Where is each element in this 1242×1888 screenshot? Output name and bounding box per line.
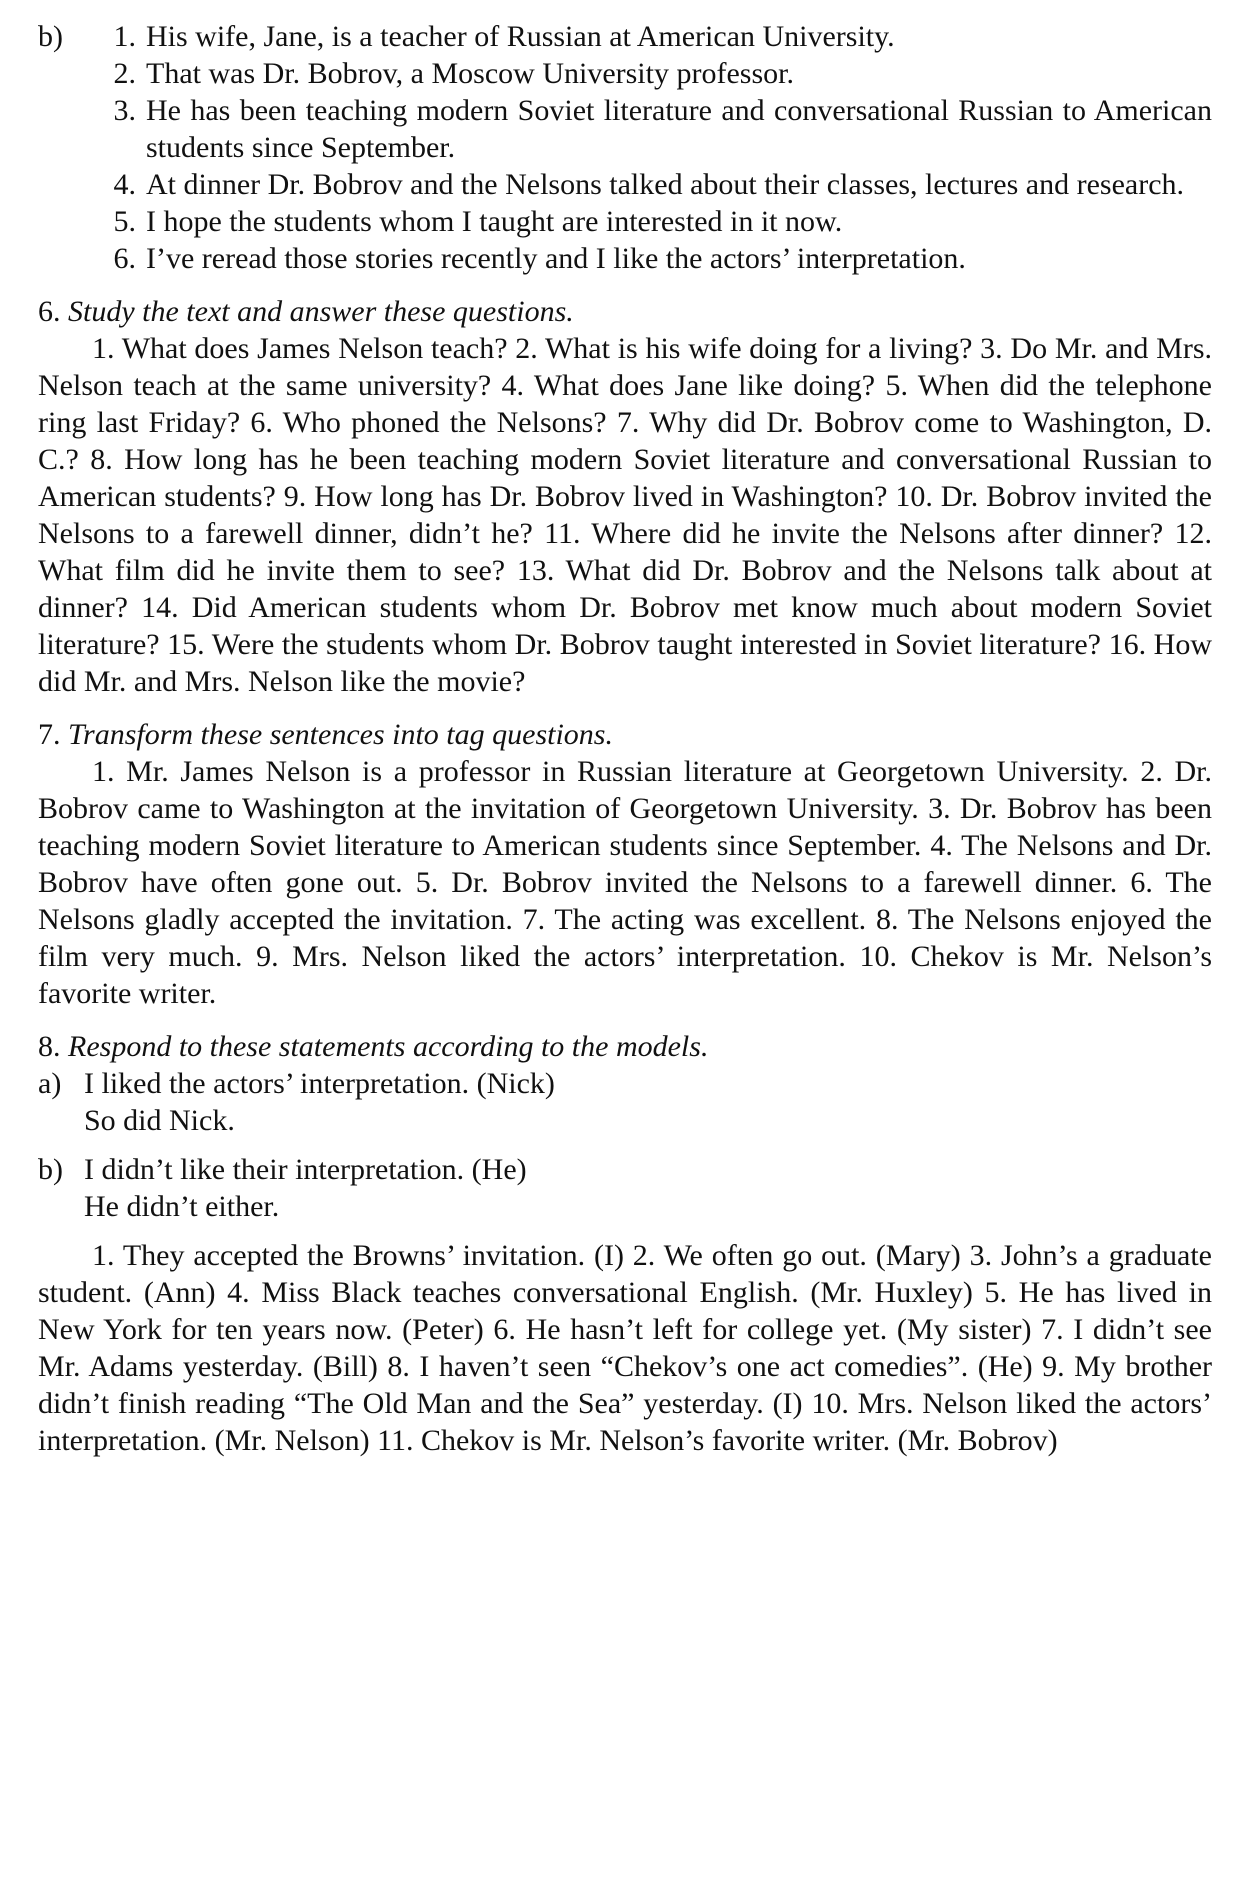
section-b-list — [90, 18, 1212, 277]
item-text: His wife, Jane, is a teacher of Russian at American University. — [146, 20, 895, 53]
exercise-8-title — [38, 1028, 1212, 1065]
section-b — [38, 18, 1212, 277]
item-text: I’ve reread those stories recently and I like the actors’ interpretation. — [146, 242, 966, 275]
exercise-instruction: Respond to these statements according to the models. — [68, 1030, 709, 1063]
item-text: That was Dr. Bobrov, a Moscow University professor. — [146, 57, 794, 90]
list-item — [90, 18, 1212, 55]
exercise-7-body: 1. Mr. James Nelson is a professor in Russian literature at Georgetown University. 2. Dr. Bobrov came to Washington at the invitation of Georgetown University. 3. Dr. Bobrov has been teaching modern Soviet literature to American students since September. 4. The Nelsons and Dr. Bobrov have often gone out. 5. Dr. Bobrov invited the Nelsons to a farewell dinner. 6. The Nelsons gladly accepted the invitation. 7. The acting was excellent. 8. The Nelsons enjoyed the film very much. 9. Mrs. Nelson liked the actors’ interpretation. 10. Chekov is Mr. Nelson’s favorite writer. — [38, 755, 1212, 1010]
list-item — [90, 55, 1212, 92]
item-number: 5. — [113, 205, 136, 238]
exercise-instruction: Transform these sentences into tag questions. — [68, 718, 613, 751]
exercise-number: 6. — [38, 295, 61, 328]
item-number: 4. — [113, 168, 136, 201]
model-b — [38, 1151, 1212, 1225]
list-item — [90, 203, 1212, 240]
list-item — [90, 240, 1212, 277]
model-b-response: He didn’t either. — [84, 1190, 280, 1223]
exercise-number: 8. — [38, 1030, 61, 1063]
exercise-6-body: 1. What does James Nelson teach? 2. What is his wife doing for a living? 3. Do Mr. and Mrs. Nelson teach at the same university? 4. What does Jane like doing? 5. When did the telephone ring last Friday? 6. Who phoned the Nelsons? 7. Why did Dr. Bobrov come to Washington, D. C.? 8. How long has he been teaching modern Soviet literature and conversational Russian to American students? 9. How long has Dr. Bobrov lived in Washington? 10. Dr. Bobrov invited the Nelsons to a farewell dinner, didn’t he? 11. Where did he invite the Nelsons after dinner? 12. What film did he invite them to see? 13. What did Dr. Bobrov and the Nelsons talk about at dinner? 14. Did American students whom Dr. Bobrov met know much about modern Soviet literature? 15. Were the students whom Dr. Bobrov taught interested in Soviet literature? 16. How did Mr. and Mrs. Nelson like the movie? — [38, 332, 1212, 698]
exercise-number: 7. — [38, 718, 61, 751]
item-number: 3. — [113, 94, 136, 127]
model-b-prefix: b) — [38, 1153, 63, 1186]
model-b-statement: I didn’t like their interpretation. (He) — [84, 1153, 527, 1186]
section-b-prefix: b) — [38, 20, 63, 53]
item-text: I hope the students whom I taught are interested in it now. — [146, 205, 843, 238]
list-item — [90, 92, 1212, 166]
exercise-instruction: Study the text and answer these questions. — [68, 295, 574, 328]
model-a-prefix: a) — [38, 1067, 62, 1100]
item-text: He has been teaching modern Soviet literature and conversational Russian to American students since September. — [146, 94, 1212, 164]
item-text: At dinner Dr. Bobrov and the Nelsons talked about their classes, lectures and research. — [146, 168, 1185, 201]
model-a-response: So did Nick. — [84, 1104, 235, 1137]
model-a-statement: I liked the actors’ interpretation. (Nick) — [84, 1067, 555, 1100]
exercise-7-title — [38, 716, 1212, 753]
exercise-6-title — [38, 293, 1212, 330]
item-number: 6. — [113, 242, 136, 275]
model-a — [38, 1065, 1212, 1139]
list-item — [90, 166, 1212, 203]
exercise-8-body: 1. They accepted the Browns’ invitation. (I) 2. We often go out. (Mary) 3. John’s a graduate student. (Ann) 4. Miss Black teaches conversational English. (Mr. Huxley) 5. He has lived in New York for ten years now. (Peter) 6. He hasn’t left for college yet. (My sister) 7. I didn’t see Mr. Adams yesterday. (Bill) 8. I haven’t seen “Chekov’s one act comedies”. (He) 9. My brother didn’t finish reading “The Old Man and the Sea” yesterday. (I) 10. Mrs. Nelson liked the actors’ interpretation. (Mr. Nelson) 11. Chekov is Mr. Nelson’s favorite writer. (Mr. Bobrov) — [38, 1239, 1212, 1457]
item-number: 1. — [113, 20, 136, 53]
item-number: 2. — [113, 57, 136, 90]
